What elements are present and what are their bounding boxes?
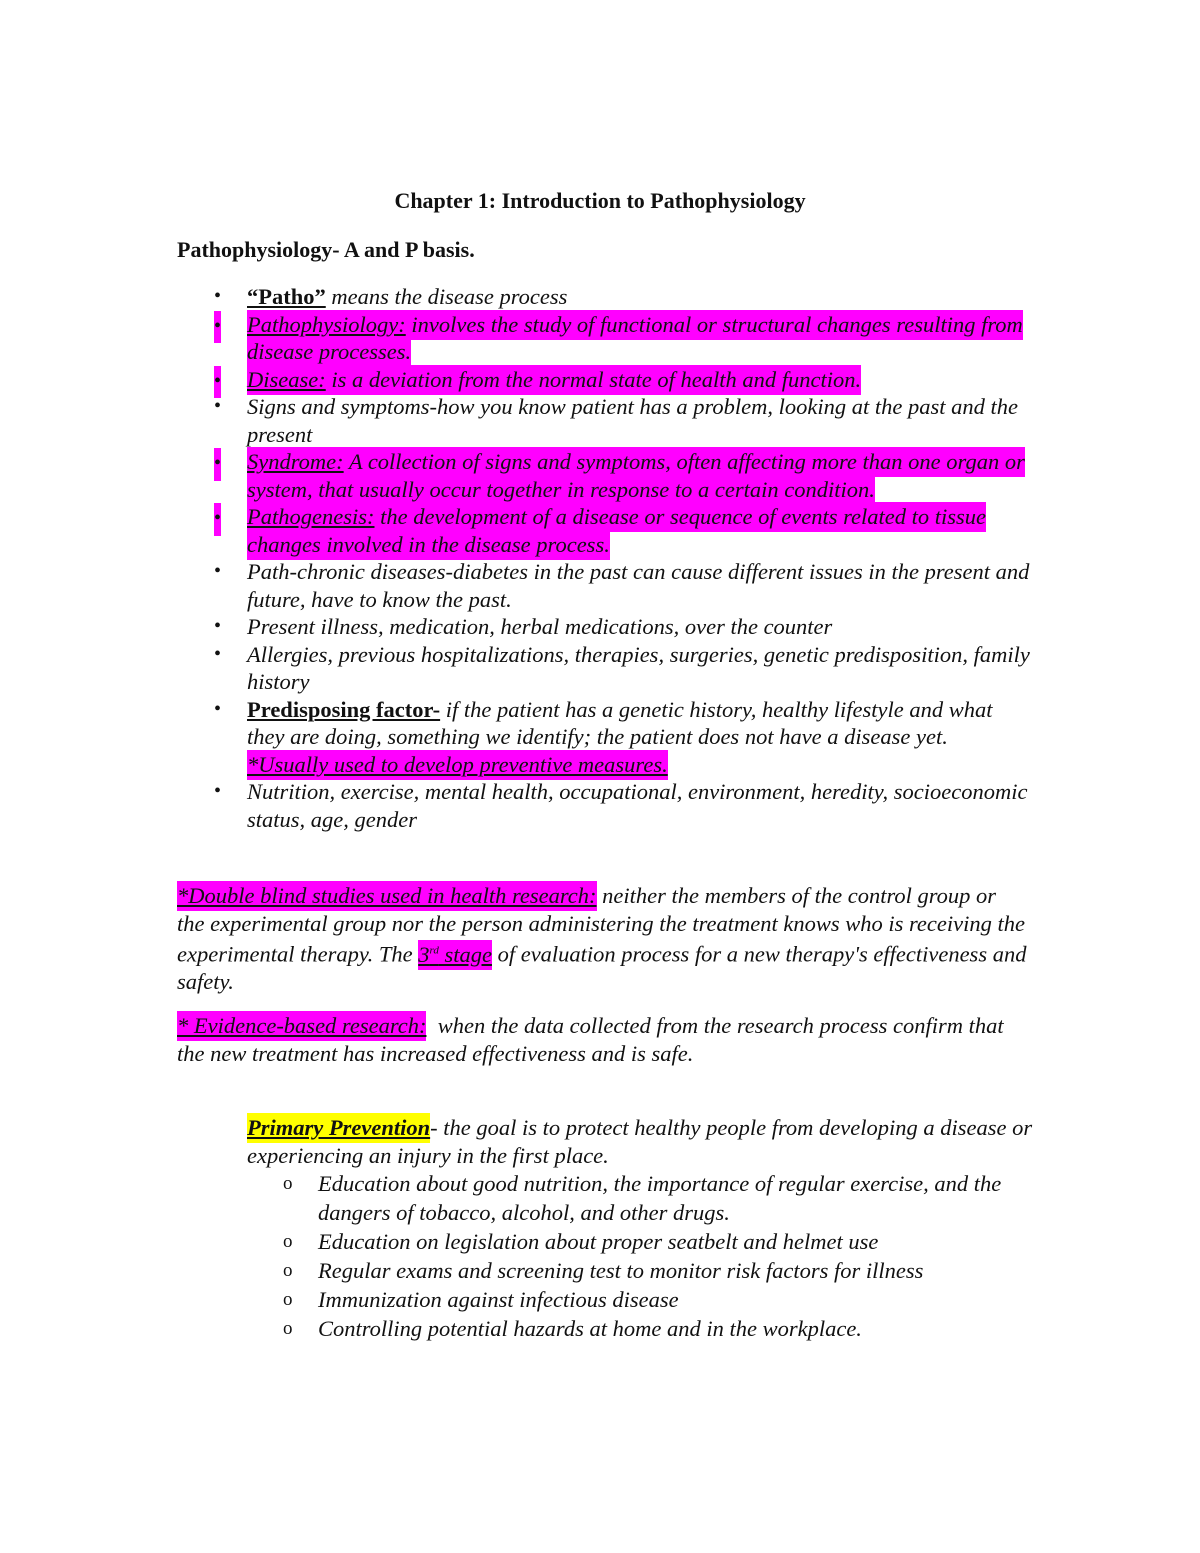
section-heading: Pathophysiology- A and P basis. [177, 237, 475, 262]
item-text: Controlling potential hazards at home and in the workplace. [318, 1316, 862, 1341]
definition: is a deviation from the normal state of health and function. [325, 366, 862, 392]
definitions-list [214, 283, 1032, 833]
list-item [214, 778, 1032, 833]
bullet-icon: • [214, 642, 222, 665]
stage-number: 3 [418, 941, 430, 967]
stage-word: stage [438, 941, 492, 967]
definition: A collection of signs and symptoms, often affecting more than one organ or system, that usually occur together in response to a certain condition. [247, 449, 1025, 502]
list-item [214, 448, 1032, 503]
definition: Signs and symptoms-how you know patient has a problem, looking at the past and the present [247, 394, 1018, 447]
term: *Double blind studies used in health research: [177, 881, 597, 911]
circle-bullet-icon: o [283, 1318, 293, 1339]
term: Predisposing factor- [247, 696, 441, 722]
document-title: Chapter 1: Introduction to Pathophysiology [394, 188, 806, 213]
list-item [283, 1314, 1038, 1343]
bullet-icon: • [214, 615, 222, 637]
circle-bullet-icon: o [283, 1289, 293, 1310]
primary-prevention-paragraph [247, 1114, 1037, 1170]
list-item [214, 366, 1032, 394]
item-text: Immunization against infectious disease [318, 1287, 679, 1312]
bullet-icon: • [214, 366, 221, 399]
term: “Patho” [247, 284, 326, 309]
list-item [214, 503, 1032, 558]
list-item [214, 613, 1032, 641]
paragraph-text: when the data collected from the research process confirm that the new treatment has increased effectiveness and is safe. [177, 1013, 1010, 1066]
term: Primary Prevention [247, 1113, 430, 1143]
definition: means the disease process [325, 284, 568, 309]
term: Syndrome: [247, 449, 344, 474]
bullet-icon: • [214, 395, 222, 417]
term: Pathogenesis: [247, 504, 375, 529]
list-item [283, 1169, 1038, 1227]
definition: Allergies, previous hospitalizations, therapies, surgeries, genetic predisposition, family history [247, 641, 1030, 694]
list-item [283, 1227, 1038, 1256]
definition: Present illness, medication, herbal medications, over the counter [247, 614, 833, 639]
bullet-icon: • [214, 448, 221, 481]
term: * Evidence-based research: [177, 1011, 426, 1041]
highlighted-note: *Usually used to develop preventive measures. [247, 750, 668, 780]
bullet-icon: • [214, 311, 221, 344]
definition: Path-chronic diseases-diabetes in the past can cause different issues in the present and future, have to know the past. [247, 559, 1030, 612]
list-item [283, 1285, 1038, 1314]
double-blind-paragraph [177, 882, 1027, 996]
definition: Nutrition, exercise, mental health, occupational, environment, heredity, socioeconomic status, age, gender [247, 779, 1028, 832]
definition: the development of a disease or sequence of events related to tissue changes involved in the disease process. [247, 504, 986, 557]
list-item [214, 393, 1032, 448]
evidence-paragraph [177, 1012, 1027, 1067]
bullet-icon: • [214, 780, 222, 802]
bullet-icon: • [214, 285, 222, 307]
stage-superscript: rd [429, 944, 439, 956]
list-item [214, 641, 1032, 696]
bullet-icon: • [214, 503, 221, 536]
item-text: Education on legislation about proper seatbelt and helmet use [318, 1229, 879, 1254]
paragraph-text: - the goal is to protect healthy people from developing a disease or experiencing an injury in the first place. [247, 1115, 1033, 1168]
circle-bullet-icon: o [283, 1231, 293, 1252]
bullet-icon: • [214, 697, 222, 720]
list-item [214, 696, 1032, 779]
term: Pathophysiology: [247, 311, 406, 337]
circle-bullet-icon: o [283, 1173, 293, 1194]
list-item [283, 1256, 1038, 1285]
circle-bullet-icon: o [283, 1260, 293, 1281]
list-item [214, 283, 1032, 311]
item-text: Education about good nutrition, the importance of regular exercise, and the dangers of tobacco, alcohol, and other drugs. [318, 1171, 1002, 1225]
stage-highlight [418, 940, 492, 970]
paragraph-text: neither the members of the control group or the experimental group nor the person administering the treatment knows who is receiving the experimental therapy. The [177, 883, 1025, 967]
list-item [214, 311, 1032, 366]
prevention-list [283, 1169, 1038, 1343]
term: Disease: [247, 366, 326, 392]
item-text: Regular exams and screening test to monitor risk factors for illness [318, 1258, 924, 1283]
paragraph-text: of evaluation process for a new therapy's effectiveness and safety. [177, 941, 1027, 994]
definition: if the patient has a genetic history, healthy lifestyle and what they are doing, something we identify; the patient does not have a disease yet. [247, 696, 993, 749]
list-item [214, 558, 1032, 613]
definition: involves the study of functional or structural changes resulting from disease processes. [247, 311, 1023, 364]
bullet-icon: • [214, 560, 222, 582]
